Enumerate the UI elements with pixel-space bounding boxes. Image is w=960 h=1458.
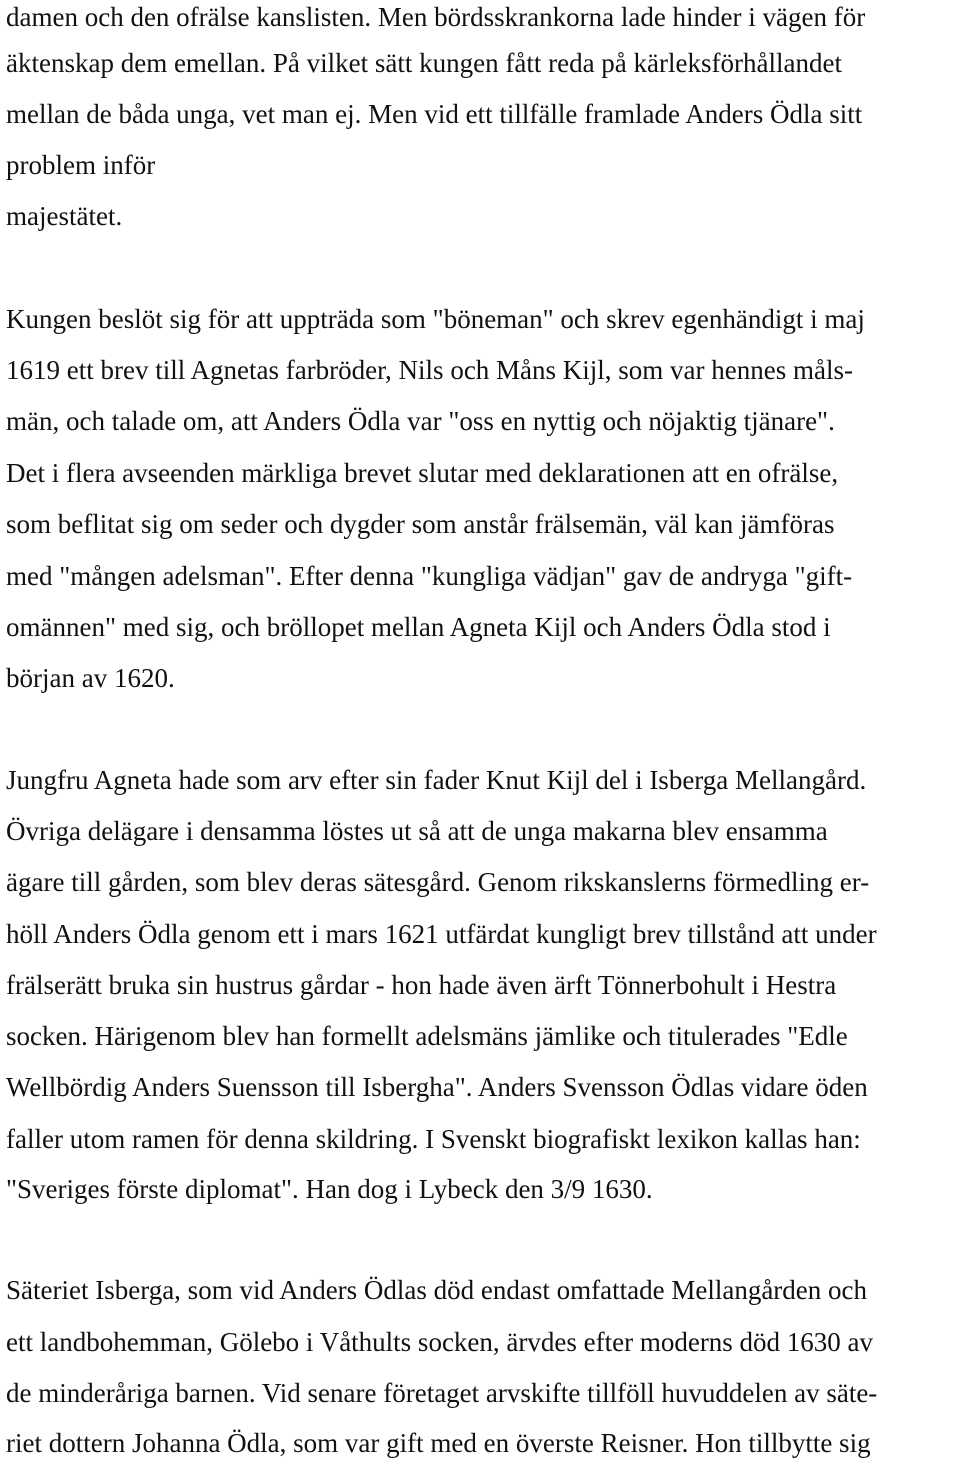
text-line: socken. Härigenom blev han formellt adelsmäns jämlike och titulerades "Edle	[6, 1021, 848, 1051]
text-line: 1619 ett brev till Agnetas farbröder, Nils och Måns Kijl, som var hennes måls-	[6, 355, 853, 385]
text-line: som beflitat sig om seder och dygder som anstår frälsemän, väl kan jämföras	[6, 509, 835, 539]
text-line: Säteriet Isberga, som vid Anders Ödlas död endast omfattade Mellangården och	[6, 1275, 868, 1305]
text-line: frälserätt bruka sin hustrus gårdar - hon hade även ärft Tönnerbohult i Hestra	[6, 970, 837, 1000]
text-line: ägare till gården, som blev deras sätesgård. Genom rikskanslerns förmedling er-	[6, 867, 870, 897]
text-line: de minderåriga barnen. Vid senare företaget arvskifte tillföll huvuddelen av säte-	[6, 1378, 878, 1408]
text-line: majestätet.	[6, 201, 123, 231]
text-line: äktenskap dem emellan. På vilket sätt kungen fått reda på kärleksförhållandet	[6, 48, 842, 78]
text-line: Wellbördig Anders Suensson till Isbergha". Anders Svensson Ödlas vidare öden	[6, 1072, 868, 1102]
text-line: mellan de båda unga, vet man ej. Men vid ett tillfälle framlade Anders Ödla sitt	[6, 99, 863, 129]
text-line: Övriga delägare i densamma löstes ut så att de unga makarna blev ensamma	[6, 816, 828, 846]
text-line: faller utom ramen för denna skildring. I Svenskt biografiskt lexikon kallas han:	[6, 1124, 861, 1154]
text-line: "Sveriges förste diplomat". Han dog i Lybeck den 3/9 1630.	[6, 1174, 653, 1204]
text-line: omännen" med sig, och bröllopet mellan Agneta Kijl och Anders Ödla stod i	[6, 612, 831, 642]
text-line: Det i flera avseenden märkliga brevet slutar med deklarationen att en ofrälse,	[6, 458, 839, 488]
text-line: Kungen beslöt sig för att uppträda som "böneman" och skrev egenhändigt i maj	[6, 304, 865, 334]
text-line: riet dottern Johanna Ödla, som var gift med en överste Reisner. Hon tillbytte sig	[6, 1428, 871, 1458]
text-line: damen och den ofrälse kanslisten. Men bördsskrankorna lade hinder i vägen för	[6, 2, 866, 32]
text-line: höll Anders Ödla genom ett i mars 1621 utfärdat kungligt brev tillstånd att under	[6, 919, 877, 949]
text-line: med "mången adelsman". Efter denna "kungliga vädjan" gav de andryga "gift-	[6, 561, 853, 591]
text-line: början av 1620.	[6, 663, 175, 693]
text-line: män, och talade om, att Anders Ödla var "oss en nyttig och nöjaktig tjänare".	[6, 406, 835, 436]
text-line: Jungfru Agneta hade som arv efter sin fader Knut Kijl del i Isberga Mellangård.	[6, 765, 867, 795]
text-line: ett landbohemman, Gölebo i Våthults socken, ärvdes efter moderns död 1630 av	[6, 1327, 874, 1357]
text-line: problem inför	[6, 150, 156, 180]
